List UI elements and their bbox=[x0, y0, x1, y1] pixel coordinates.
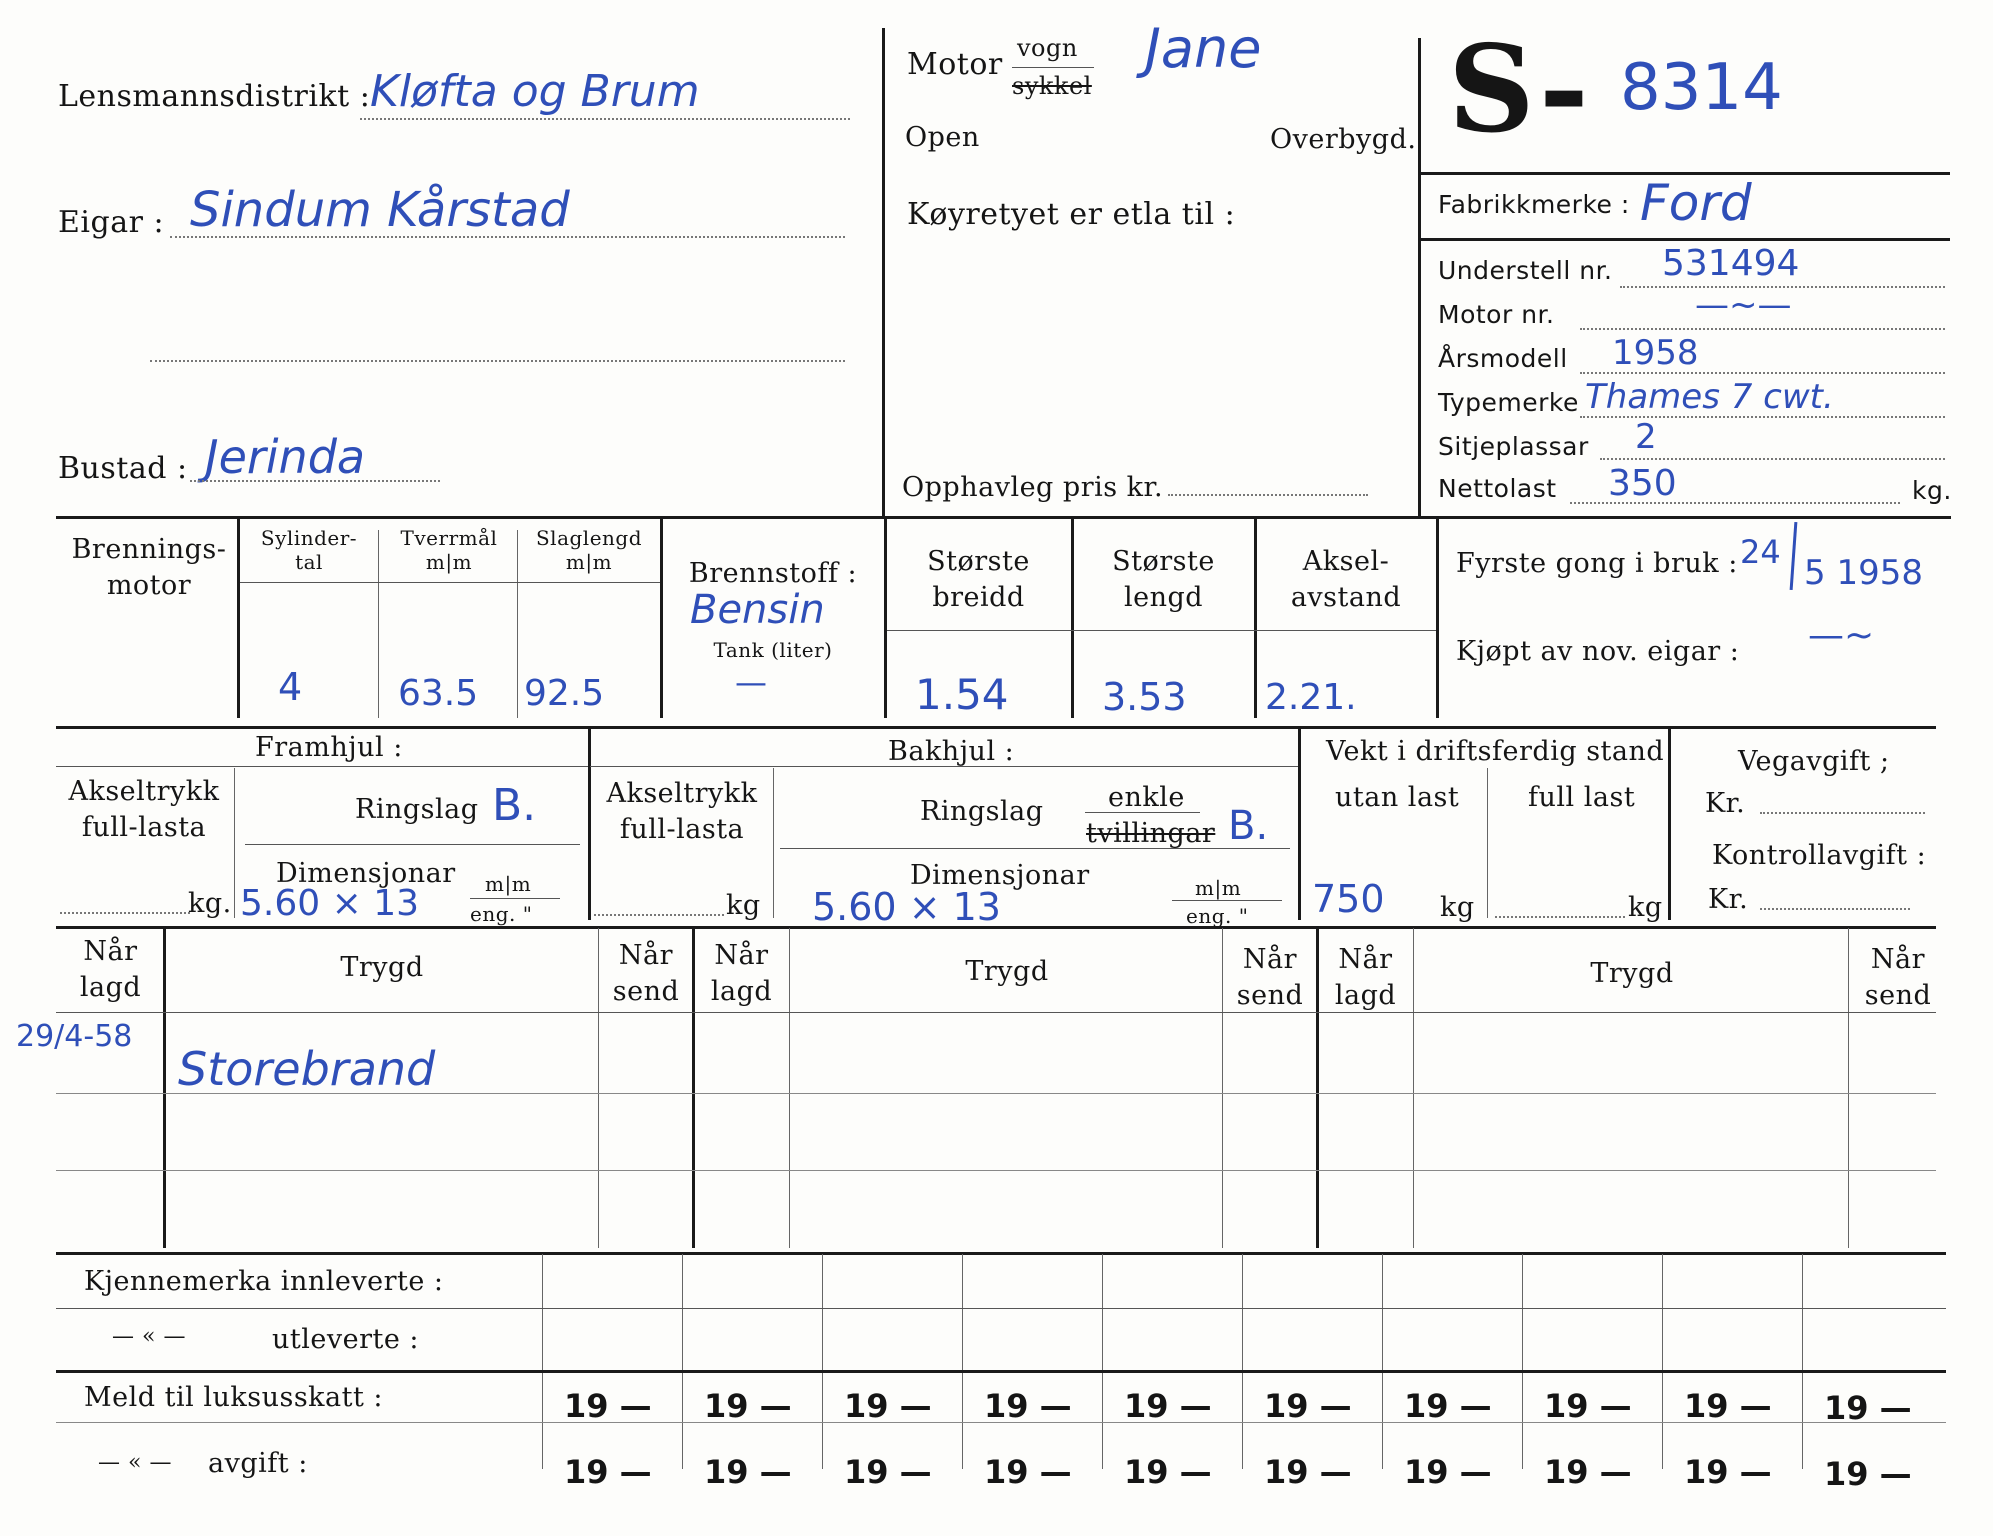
typemerke-label: Typemerke bbox=[1438, 388, 1579, 417]
rear-akseltrykk-line bbox=[594, 914, 724, 916]
avgift-year-7: 19 — bbox=[1404, 1453, 1492, 1491]
ins-v5 bbox=[1222, 928, 1223, 1248]
ins-send-1: send bbox=[612, 976, 680, 1007]
enkle-divider bbox=[1085, 812, 1200, 813]
rear-eng: eng. " bbox=[1186, 904, 1249, 928]
ins-v7 bbox=[1413, 928, 1414, 1248]
front-sub-line bbox=[56, 766, 588, 767]
divider-engine-1 bbox=[237, 518, 240, 718]
fabrikkmerke-label: Fabrikkmerke : bbox=[1438, 190, 1630, 219]
ins-nar-2: Når bbox=[618, 940, 674, 971]
bot-v7 bbox=[1522, 1254, 1523, 1469]
arsmodell-label: Årsmodell bbox=[1438, 344, 1568, 373]
fyrste-day: 24 bbox=[1740, 533, 1781, 571]
luksus-year-3: 19 — bbox=[844, 1387, 932, 1425]
lengd-value: 3.53 bbox=[1102, 675, 1187, 719]
avgift-year-10: 19 — bbox=[1824, 1455, 1912, 1493]
luksus-year-9: 19 — bbox=[1684, 1387, 1772, 1425]
front-mm-line bbox=[470, 898, 560, 899]
kjennemerka-label: Kjennemerka innleverte : bbox=[84, 1266, 444, 1297]
bot-v2 bbox=[822, 1254, 823, 1469]
front-inner-divider bbox=[234, 768, 235, 918]
rear-kg: kg bbox=[726, 890, 761, 921]
brennstoff-value: Bensin bbox=[690, 587, 825, 633]
bot-h1 bbox=[56, 1308, 1946, 1309]
fyrste-slash bbox=[1790, 522, 1798, 590]
rear-ringslag-value: B. bbox=[1228, 803, 1269, 849]
tank-value: — bbox=[735, 663, 767, 701]
divider-rear-weight bbox=[1298, 728, 1301, 920]
sitjeplassar-line bbox=[1600, 458, 1945, 460]
ins-trygd-1: Trygd bbox=[340, 952, 424, 983]
avgift-prefix: — « — bbox=[98, 1450, 172, 1475]
nettolast-value: 350 bbox=[1608, 463, 1677, 504]
ins-v8 bbox=[1848, 928, 1849, 1248]
brennstoff-label: Brennstoff : bbox=[688, 558, 858, 589]
breidd-label-1: Største bbox=[927, 546, 1030, 577]
utleverte-label: utleverte : bbox=[272, 1324, 419, 1355]
ins-v4 bbox=[789, 928, 790, 1248]
avgift-year-2: 19 — bbox=[704, 1453, 792, 1491]
luksus-year-8: 19 — bbox=[1544, 1387, 1632, 1425]
avgift-label: avgift : bbox=[208, 1448, 308, 1479]
nettolast-line bbox=[1570, 502, 1900, 504]
rear-mm-line bbox=[1172, 900, 1282, 901]
lengd-label-1: Største bbox=[1112, 546, 1215, 577]
motor-frac-top: vogn bbox=[1017, 34, 1078, 62]
eigar-line-2 bbox=[150, 360, 845, 362]
avgift-year-9: 19 — bbox=[1684, 1453, 1772, 1491]
bakhjul-label: Bakhjul : bbox=[888, 736, 1015, 767]
lengd-label-2: lengd bbox=[1123, 582, 1204, 613]
luksus-year-10: 19 — bbox=[1824, 1389, 1912, 1427]
sitjeplassar-value: 2 bbox=[1635, 417, 1657, 457]
sylinder-value: 4 bbox=[278, 665, 303, 709]
reg-prefix: S- bbox=[1448, 19, 1589, 160]
ins-nar-3: Når bbox=[714, 940, 769, 971]
overbygd-label: Overbygd. bbox=[1270, 124, 1417, 155]
front-dim-value: 5.60 × 13 bbox=[240, 883, 420, 924]
front-akseltrykk-2: full-lasta bbox=[81, 812, 207, 843]
kjopt-value: —~ bbox=[1808, 615, 1875, 656]
weight-inner-divider bbox=[1487, 768, 1488, 918]
framhjul-label: Framhjul : bbox=[255, 732, 403, 763]
divider-fabrikk-details bbox=[1420, 238, 1950, 241]
tverrmal-label-1: Tverrmål bbox=[400, 526, 498, 550]
nettolast-unit: kg. bbox=[1912, 476, 1952, 505]
motor-label: Motor bbox=[907, 47, 1003, 82]
ins-lagd-2: lagd bbox=[710, 976, 773, 1007]
divider-engine-4 bbox=[660, 518, 663, 718]
kontrollavgift-kr: Kr. bbox=[1708, 884, 1749, 915]
bustad-value: Jerinda bbox=[205, 430, 366, 484]
kjopt-label: Kjøpt av nov. eigar : bbox=[1456, 636, 1740, 667]
slaglengd-label-2: m|m bbox=[565, 550, 613, 574]
tverrmal-label-2: m|m bbox=[425, 550, 473, 574]
fyrste-rest: 5 1958 bbox=[1804, 553, 1923, 593]
utleverte-prefix: — « — bbox=[112, 1324, 186, 1349]
ins-v6 bbox=[1316, 928, 1319, 1248]
motor-nr-value: —~— bbox=[1695, 285, 1792, 325]
avgift-year-4: 19 — bbox=[984, 1453, 1072, 1491]
understell-value: 531494 bbox=[1662, 243, 1800, 284]
ins-nar-1: Når bbox=[83, 936, 138, 967]
front-kg: kg. bbox=[188, 888, 232, 919]
eigar-value: Sindum Kårstad bbox=[190, 182, 570, 238]
divider-wheels-top bbox=[56, 726, 1936, 729]
tank-label: Tank (liter) bbox=[713, 638, 833, 662]
divider-motor-reg bbox=[1418, 38, 1421, 516]
reg-number: 8314 bbox=[1620, 51, 1783, 125]
divider-front-rear bbox=[588, 728, 591, 920]
avgift-year-8: 19 — bbox=[1544, 1453, 1632, 1491]
bot-v9 bbox=[1802, 1254, 1803, 1469]
ins-lagd-3: lagd bbox=[1334, 980, 1397, 1011]
ins-v3 bbox=[692, 928, 695, 1248]
luksus-year-4: 19 — bbox=[984, 1387, 1072, 1425]
front-ring-line bbox=[245, 844, 580, 845]
motor-frac-line bbox=[1012, 67, 1094, 68]
dim-sub-line bbox=[887, 630, 1436, 631]
sylinder-label-2: tal bbox=[295, 550, 323, 574]
avgift-year-1: 19 — bbox=[564, 1453, 652, 1491]
rear-tvillingar-label: tvillingar bbox=[1086, 818, 1216, 849]
open-label: Open bbox=[905, 122, 980, 153]
utan-last-value: 750 bbox=[1312, 877, 1385, 921]
luksus-year-5: 19 — bbox=[1124, 1387, 1212, 1425]
utan-last-kg: kg bbox=[1440, 892, 1475, 923]
ins-send-2: send bbox=[1236, 980, 1304, 1011]
slaglengd-value: 92.5 bbox=[524, 673, 605, 714]
luksus-year-6: 19 — bbox=[1264, 1387, 1352, 1425]
divider-owner-motor bbox=[882, 28, 885, 516]
bustad-line bbox=[190, 480, 440, 482]
aksel-label-1: Aksel- bbox=[1302, 546, 1390, 577]
ins-trygd-2: Trygd bbox=[965, 956, 1049, 987]
vegavgift-kr: Kr. bbox=[1705, 788, 1746, 819]
full-last-kg: kg bbox=[1628, 892, 1663, 923]
utan-last-label: utan last bbox=[1335, 782, 1460, 813]
rear-dimensjonar-label: Dimensjonar bbox=[910, 860, 1090, 891]
typemerke-value: Thames 7 cwt. bbox=[1585, 377, 1834, 417]
motor-value: Jane bbox=[1145, 17, 1262, 80]
vegavgift-line bbox=[1760, 812, 1925, 814]
bot-v0 bbox=[542, 1254, 543, 1469]
divider-weight-tax bbox=[1668, 728, 1671, 920]
opphavleg-label: Opphavleg pris kr. bbox=[902, 472, 1164, 503]
tverrmal-value: 63.5 bbox=[398, 673, 479, 714]
ins-row1-date: 29/4-58 bbox=[16, 1019, 133, 1054]
engine-sub-line bbox=[240, 582, 660, 583]
full-last-line bbox=[1495, 916, 1625, 918]
rear-akseltrykk-2: full-lasta bbox=[619, 814, 745, 845]
avgift-year-5: 19 — bbox=[1124, 1453, 1212, 1491]
brennings-label-2: motor bbox=[106, 570, 192, 601]
bot-v5 bbox=[1242, 1254, 1243, 1469]
ins-lagd-1: lagd bbox=[79, 972, 142, 1003]
lensmannsdistrikt-line bbox=[360, 118, 850, 120]
fyrste-label: Fyrste gong i bruk : bbox=[1456, 548, 1738, 579]
aksel-label-2: avstand bbox=[1290, 582, 1402, 613]
divider-engine-top bbox=[56, 516, 1951, 519]
front-akseltrykk-line bbox=[60, 912, 190, 914]
breidd-value: 1.54 bbox=[915, 670, 1009, 719]
sitjeplassar-label: Sitjeplassar bbox=[1438, 432, 1589, 461]
nettolast-label: Nettolast bbox=[1438, 474, 1557, 503]
bot-v3 bbox=[962, 1254, 963, 1469]
front-ringslag-value: B. bbox=[492, 780, 537, 831]
etla-label: Køyretyet er etla til : bbox=[907, 197, 1236, 232]
rear-enkle-label: enkle bbox=[1108, 782, 1185, 813]
arsmodell-value: 1958 bbox=[1612, 333, 1699, 373]
divider-engine-2 bbox=[378, 530, 379, 718]
vegavgift-label: Vegavgift ; bbox=[1738, 746, 1890, 777]
luksus-year-1: 19 — bbox=[564, 1387, 652, 1425]
rear-dim-value: 5.60 × 13 bbox=[812, 885, 1001, 929]
ins-send-3: send bbox=[1864, 980, 1932, 1011]
divider-engine-8 bbox=[1436, 518, 1439, 718]
front-ringslag-label: Ringslag bbox=[355, 794, 479, 825]
rear-inner-divider bbox=[773, 768, 774, 918]
aksel-value: 2.21. bbox=[1265, 677, 1357, 718]
breidd-label-2: breidd bbox=[932, 582, 1025, 613]
kontrollavgift-line bbox=[1760, 908, 1910, 910]
kontrollavgift-label: Kontrollavgift : bbox=[1712, 840, 1927, 871]
avgift-year-3: 19 — bbox=[844, 1453, 932, 1491]
rear-akseltrykk-1: Akseltrykk bbox=[606, 778, 758, 809]
ins-nar-4: Når bbox=[1242, 944, 1298, 975]
bustad-label: Bustad : bbox=[58, 451, 188, 486]
ins-v2 bbox=[598, 928, 599, 1248]
eigar-label: Eigar : bbox=[58, 205, 165, 240]
motor-nr-label: Motor nr. bbox=[1438, 300, 1555, 329]
understell-label: Understell nr. bbox=[1438, 256, 1613, 285]
lensmannsdistrikt-label: Lensmannsdistrikt : bbox=[58, 79, 371, 114]
motor-nr-line bbox=[1580, 328, 1945, 330]
front-dimensjonar-label: Dimensjonar bbox=[276, 858, 456, 889]
fabrikkmerke-value: Ford bbox=[1640, 174, 1752, 232]
sylinder-label-1: Sylinder- bbox=[260, 526, 358, 550]
bot-v1 bbox=[682, 1254, 683, 1469]
bot-h2 bbox=[56, 1370, 1946, 1373]
ins-row1-company: Storebrand bbox=[178, 1042, 436, 1096]
ins-row-2 bbox=[56, 1170, 1936, 1171]
bot-v8 bbox=[1662, 1254, 1663, 1469]
brennings-label-1: Brennings- bbox=[71, 534, 227, 565]
avgift-year-6: 19 — bbox=[1264, 1453, 1352, 1491]
luksus-year-2: 19 — bbox=[704, 1387, 792, 1425]
luksus-year-7: 19 — bbox=[1404, 1387, 1492, 1425]
rear-mm: m|m bbox=[1195, 876, 1242, 900]
ins-trygd-3: Trygd bbox=[1590, 958, 1674, 989]
front-akseltrykk-1: Akseltrykk bbox=[68, 776, 220, 807]
ins-header-line bbox=[56, 1012, 1936, 1013]
ins-nar-6: Når bbox=[1870, 944, 1926, 975]
lensmannsdistrikt-value: Kløfta og Brum bbox=[370, 66, 700, 117]
bot-v4 bbox=[1102, 1254, 1103, 1469]
motor-frac-bottom: sykkel bbox=[1012, 72, 1092, 100]
arsmodell-line bbox=[1580, 372, 1945, 374]
rear-ringslag-label: Ringslag bbox=[920, 796, 1044, 827]
vekt-label: Vekt i driftsferdig stand bbox=[1326, 736, 1665, 767]
opphavleg-line bbox=[1168, 494, 1368, 496]
front-eng: eng. " bbox=[470, 902, 533, 926]
ins-nar-5: Når bbox=[1338, 944, 1393, 975]
bot-v6 bbox=[1382, 1254, 1383, 1469]
luksus-label: Meld til luksusskatt : bbox=[84, 1382, 384, 1413]
full-last-label: full last bbox=[1528, 782, 1636, 813]
front-mm: m|m bbox=[485, 872, 532, 896]
slaglengd-label-1: Slaglengd bbox=[535, 526, 643, 550]
eigar-line bbox=[170, 236, 845, 238]
